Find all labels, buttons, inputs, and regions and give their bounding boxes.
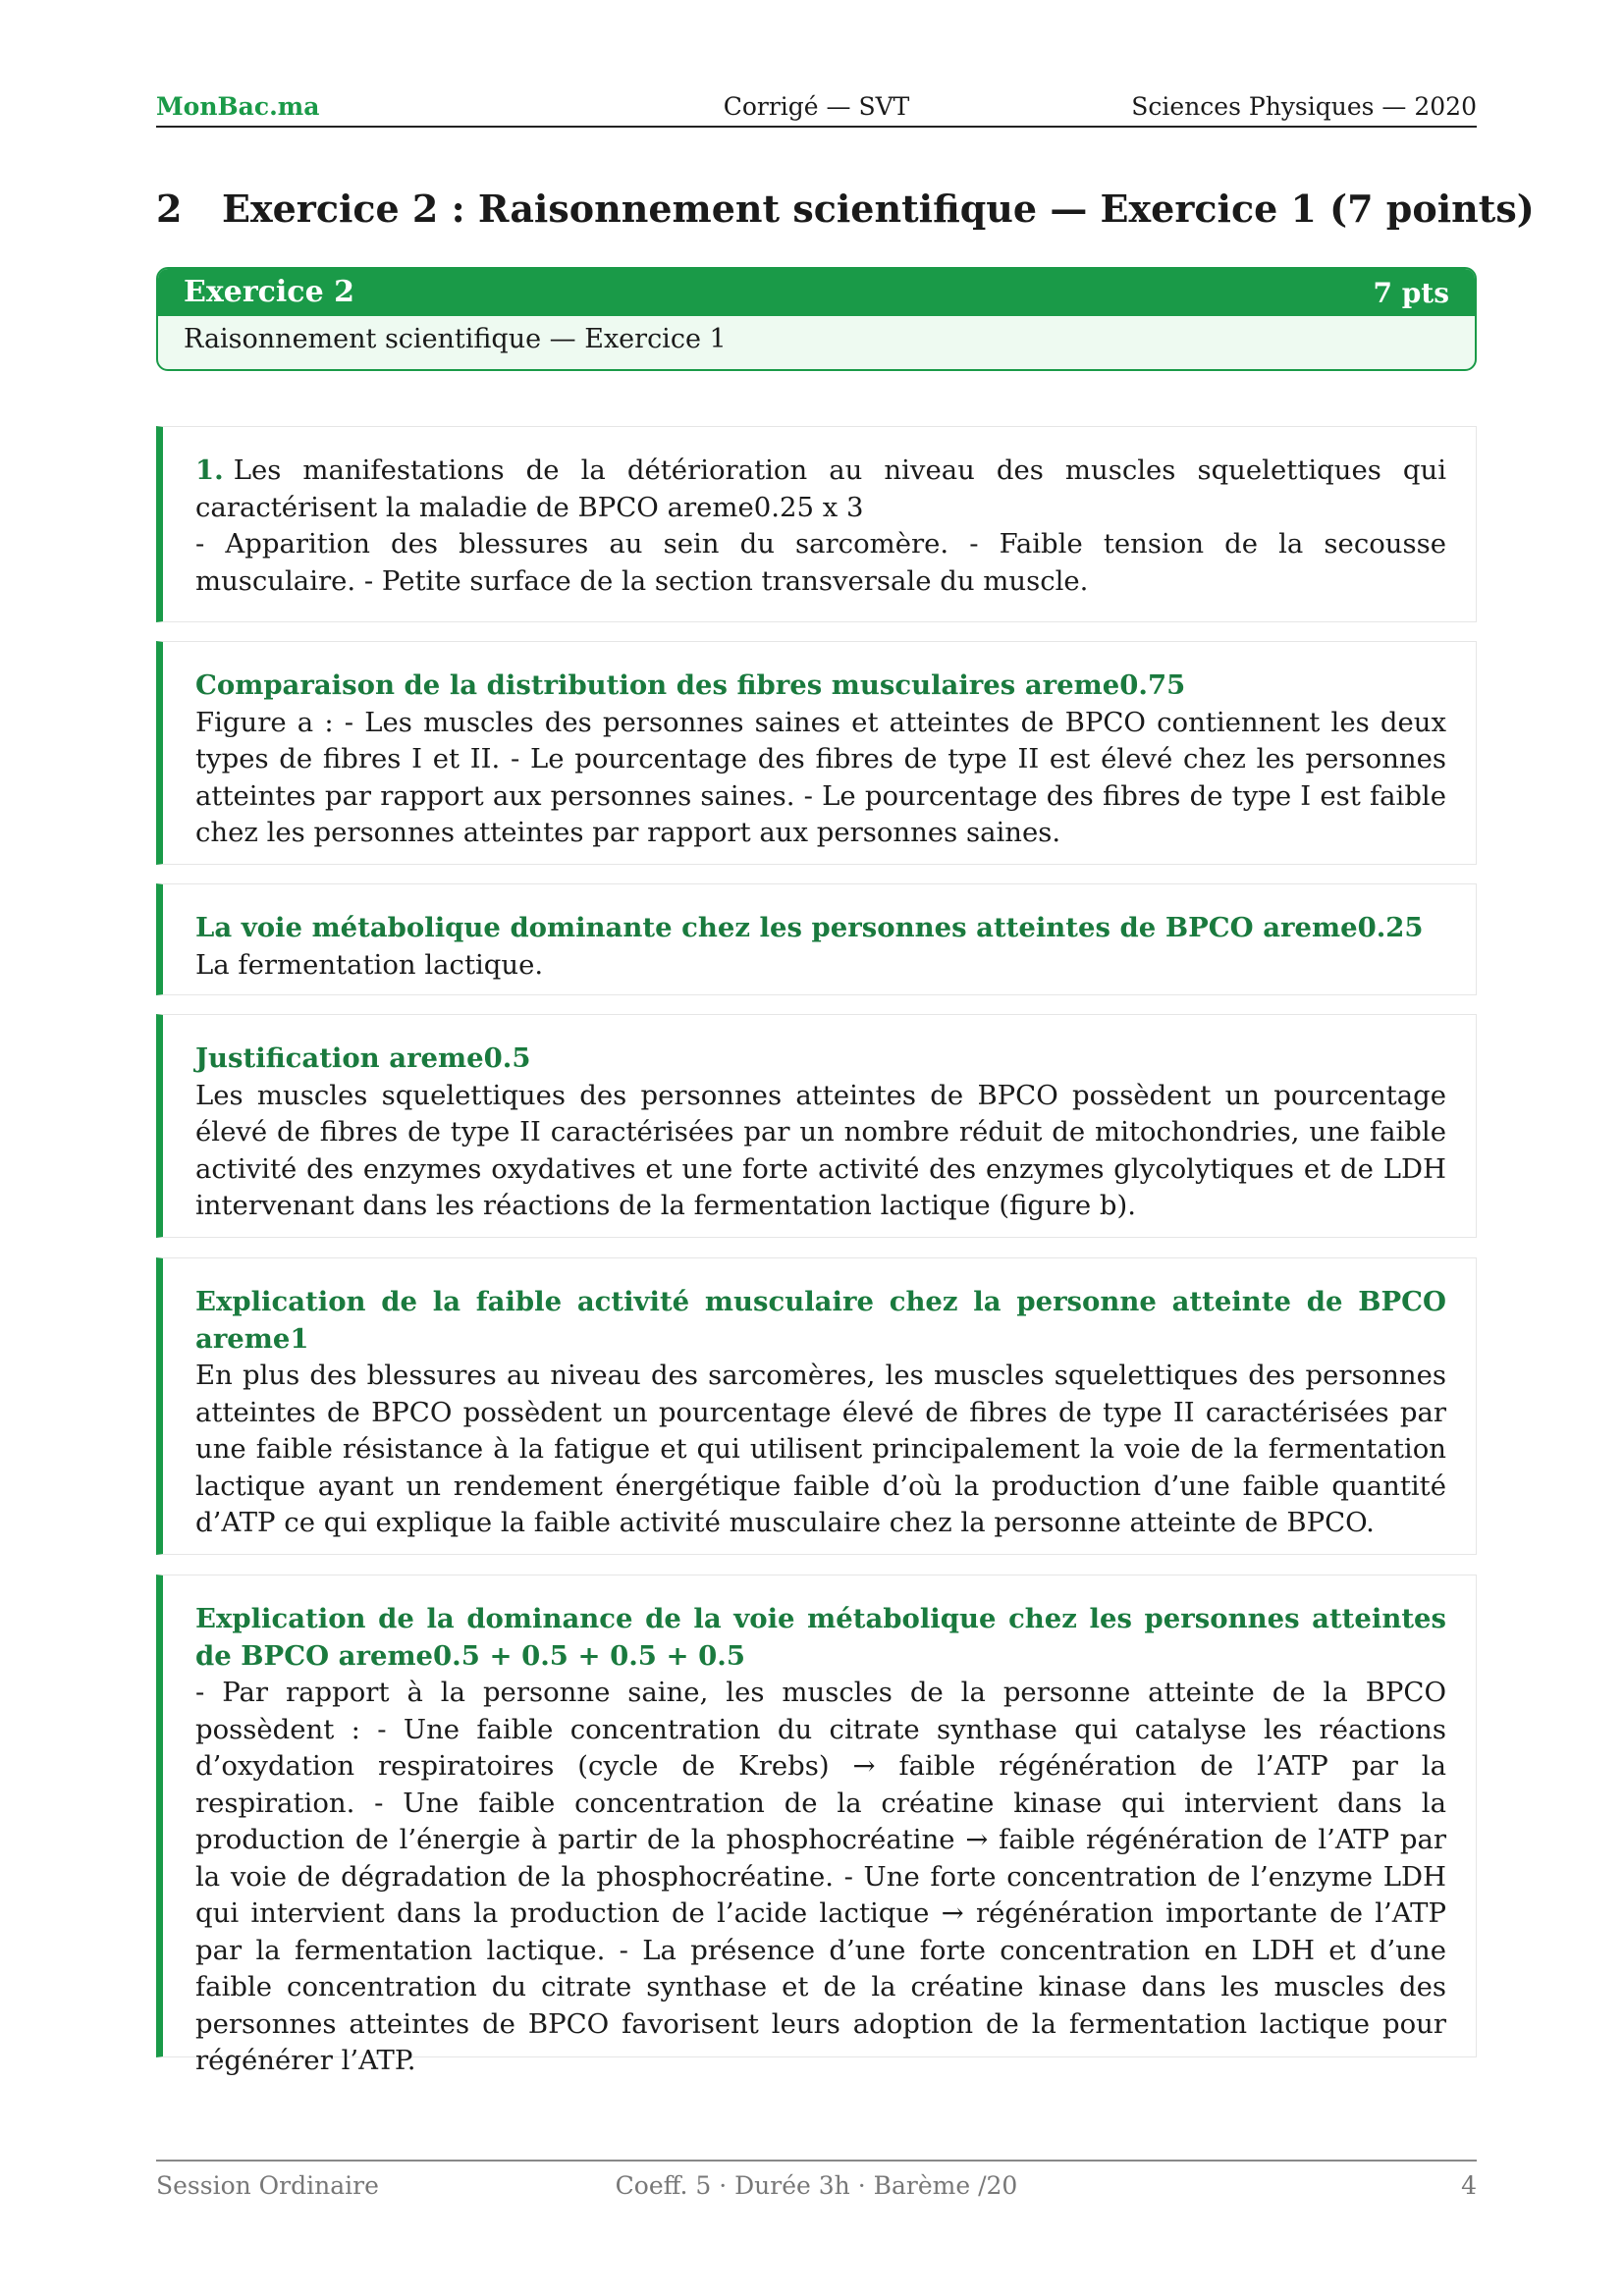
answer-body: - Apparition des blessures au sein du sarcomère. - Faible tension de la secousse musculaire. - Petite surface de la section transversale du muscle. [195,528,1446,597]
section-heading [156,187,1535,231]
header-series: Sciences Physiques — 2020 [1131,92,1477,121]
answer-block-4 [156,1014,1477,1238]
answer-block-3 [156,883,1477,995]
footer-session: Session Ordinaire [156,2171,379,2200]
answer-block-1 [156,426,1477,622]
page-footer [156,2160,1477,2200]
page-header [156,90,1477,128]
page [156,0,1535,2296]
answer-number: 1. [195,454,224,486]
answer-title: Explication de la faible activité musculaire chez la personne atteinte de BPCO areme1 [195,1286,1446,1355]
section-title: Exercice 2 : Raisonnement scientifique — Exercice 1 (7 points) [222,187,1535,231]
exercise-label: Exercice 2 [184,275,354,309]
answer-body: Les muscles squelettiques des personnes atteintes de BPCO possèdent un pourcentage élevé de fibres de type II caractérisées par un nombre réduit de mitochondries, une faible activité des enzymes oxydatives et une forte activité des enzymes glycolytiques et de LDH intervenant dans les réactions de la fermentation lactique (figure b). [195,1079,1446,1221]
answer-question: Les manifestations de la détérioration au niveau des muscles squelettiques qui caractérisent la maladie de BPCO areme0.25 x 3 [195,454,1446,523]
answer-block-6 [156,1575,1477,2076]
page-number: 4 [1461,2171,1477,2200]
answer-title: Comparaison de la distribution des fibres musculaires areme0.75 [195,669,1186,701]
answer-title: Explication de la dominance de la voie métabolique chez les personnes atteintes de BPCO areme0.5 + 0.5 + 0.5 + 0.5 [195,1603,1446,1672]
brand-logo-text[interactable]: MonBac.ma [156,92,320,121]
header-subject: Corrigé — SVT [723,92,910,121]
exercise-points: 7 pts [1373,277,1449,309]
answer-block-5 [156,1257,1477,1555]
footer-info: Coeff. 5 · Durée 3h · Barème /20 [615,2171,1018,2200]
answer-body: La fermentation lactique. [195,948,544,981]
answer-title: Justification areme0.5 [195,1042,531,1074]
section-number: 2 [156,187,183,231]
answer-body: Figure a : - Les muscles des personnes saines et atteintes de BPCO contiennent les deux types de fibres I et II. - Le pourcentage des fibres de type II est élevé chez les personnes atteintes par rapport aux personnes saines. - Le pourcentage des fibres de type I est faible chez les personnes atteintes par rapport aux personnes saines. [195,706,1446,848]
answer-title: La voie métabolique dominante chez les personnes atteintes de BPCO areme0.25 [195,912,1424,943]
exercise-box [156,267,1477,371]
exercise-box-header [158,269,1475,316]
answer-body: - Par rapport à la personne saine, les muscles de la personne atteinte de la BPCO possèdent : - Une faible concentration du citrate synthase qui catalyse les réactions d’oxydation respiratoires (cycle de Krebs) → faible régénération de l’ATP par la respiration. - Une faible concentration de la créatine kinase qui intervient dans la production de l’énergie à partir de la phosphocréatine → faible régénération de l’ATP par la voie de dégradation de la phosphocréatine. - Une forte concentration de l’enzyme LDH qui intervient dans la production de l’acide lactique → régénération importante de l’ATP par la fermentation lactique. - La présence d’une forte concentration en LDH et d’une faible concentration du citrate synthase et de la créatine kinase dans les muscles des personnes atteintes de BPCO favorisent leurs adoption de la fermentation lactique pour régénérer l’ATP. [195,1677,1446,2076]
answer-block-2 [156,641,1477,865]
answer-body: En plus des blessures au niveau des sarcomères, les muscles squelettiques des personnes atteintes de BPCO possèdent un pourcentage élevé de fibres de type II caractérisées par une faible résistance à la fatigue et qui utilisent principalement la voie de la fermentation lactique ayant un rendement énergétique faible d’où la production d’une faible quantité d’ATP ce qui explique la faible activité musculaire chez la personne atteinte de BPCO. [195,1360,1446,1538]
exercise-subtitle: Raisonnement scientifique — Exercice 1 [184,324,727,354]
